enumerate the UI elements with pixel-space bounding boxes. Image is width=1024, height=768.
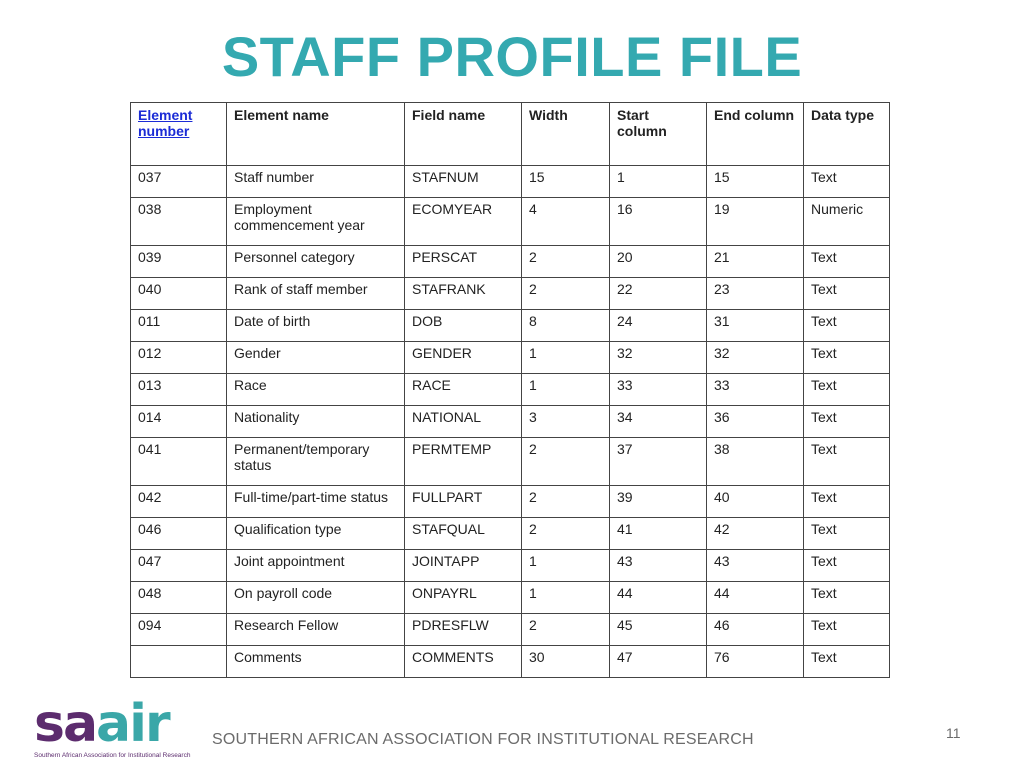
cell-field-name: STAFNUM: [405, 166, 522, 198]
cell-width: 1: [522, 582, 610, 614]
footer-organization-name: SOUTHERN AFRICAN ASSOCIATION FOR INSTITUTIONAL RESEARCH: [212, 731, 754, 748]
slide-title: STAFF PROFILE FILE: [221, 25, 803, 88]
table-row: [131, 166, 890, 198]
cell-element-name: Gender: [227, 342, 405, 374]
staff-profile-table: [130, 102, 890, 678]
cell-element-number: 047: [131, 550, 227, 582]
cell-start-column: 20: [610, 246, 707, 278]
cell-field-name: GENDER: [405, 342, 522, 374]
cell-end-column: 36: [707, 406, 804, 438]
cell-data-type: Text: [804, 278, 890, 310]
cell-element-name: Research Fellow: [227, 614, 405, 646]
cell-element-name: Nationality: [227, 406, 405, 438]
cell-start-column: 16: [610, 198, 707, 246]
header-start-column: Start column: [610, 103, 707, 166]
cell-element-name: Date of birth: [227, 310, 405, 342]
cell-element-name: Rank of staff member: [227, 278, 405, 310]
cell-field-name: PDRESFLW: [405, 614, 522, 646]
cell-start-column: 37: [610, 438, 707, 486]
cell-field-name: FULLPART: [405, 486, 522, 518]
cell-element-name: Comments: [227, 646, 405, 678]
cell-width: 2: [522, 438, 610, 486]
cell-end-column: 46: [707, 614, 804, 646]
cell-end-column: 33: [707, 374, 804, 406]
cell-end-column: 19: [707, 198, 804, 246]
table-row: [131, 198, 890, 246]
cell-width: 2: [522, 486, 610, 518]
cell-data-type: Text: [804, 438, 890, 486]
cell-width: 1: [522, 342, 610, 374]
page-number: 11: [946, 725, 961, 741]
table-row: [131, 374, 890, 406]
cell-element-number: [131, 646, 227, 678]
logo-wordmark: [34, 696, 169, 752]
cell-element-number: 094: [131, 614, 227, 646]
cell-width: 8: [522, 310, 610, 342]
table-row: [131, 614, 890, 646]
cell-element-number: 013: [131, 374, 227, 406]
cell-field-name: COMMENTS: [405, 646, 522, 678]
table-row: [131, 342, 890, 374]
header-element-number-link[interactable]: Element number: [131, 103, 227, 166]
cell-start-column: 22: [610, 278, 707, 310]
cell-element-number: 040: [131, 278, 227, 310]
cell-width: 2: [522, 518, 610, 550]
cell-data-type: Text: [804, 342, 890, 374]
table-row: [131, 646, 890, 678]
cell-element-number: 012: [131, 342, 227, 374]
table-header-row: [131, 103, 890, 166]
logo-tagline: Southern African Association for Institutional Research: [34, 752, 191, 759]
cell-width: 2: [522, 246, 610, 278]
cell-width: 1: [522, 374, 610, 406]
cell-element-number: 041: [131, 438, 227, 486]
logo-text-air: air: [96, 694, 169, 754]
cell-data-type: Text: [804, 486, 890, 518]
cell-width: 4: [522, 198, 610, 246]
table-row: [131, 582, 890, 614]
cell-start-column: 39: [610, 486, 707, 518]
cell-end-column: 42: [707, 518, 804, 550]
cell-element-number: 014: [131, 406, 227, 438]
header-field-name: Field name: [405, 103, 522, 166]
cell-field-name: JOINTAPP: [405, 550, 522, 582]
header-data-type: Data type: [804, 103, 890, 166]
logo-text-sa: sa: [34, 694, 97, 754]
cell-start-column: 45: [610, 614, 707, 646]
cell-start-column: 24: [610, 310, 707, 342]
cell-field-name: RACE: [405, 374, 522, 406]
cell-data-type: Text: [804, 246, 890, 278]
cell-data-type: Text: [804, 374, 890, 406]
cell-element-name: Race: [227, 374, 405, 406]
cell-field-name: NATIONAL: [405, 406, 522, 438]
cell-element-number: 042: [131, 486, 227, 518]
cell-start-column: 44: [610, 582, 707, 614]
cell-width: 1: [522, 550, 610, 582]
table-row: [131, 518, 890, 550]
cell-data-type: Text: [804, 406, 890, 438]
cell-data-type: Text: [804, 614, 890, 646]
header-width: Width: [522, 103, 610, 166]
cell-data-type: Text: [804, 582, 890, 614]
saair-logo: [34, 694, 194, 762]
cell-element-number: 038: [131, 198, 227, 246]
table-row: [131, 278, 890, 310]
cell-start-column: 34: [610, 406, 707, 438]
cell-end-column: 44: [707, 582, 804, 614]
cell-field-name: DOB: [405, 310, 522, 342]
cell-start-column: 43: [610, 550, 707, 582]
cell-element-name: Personnel category: [227, 246, 405, 278]
cell-end-column: 31: [707, 310, 804, 342]
table-row: [131, 310, 890, 342]
cell-element-number: 048: [131, 582, 227, 614]
cell-element-name: Staff number: [227, 166, 405, 198]
cell-start-column: 41: [610, 518, 707, 550]
cell-width: 15: [522, 166, 610, 198]
cell-start-column: 33: [610, 374, 707, 406]
cell-element-number: 046: [131, 518, 227, 550]
table-row: [131, 486, 890, 518]
cell-end-column: 40: [707, 486, 804, 518]
cell-element-name: Employment commencement year: [227, 198, 405, 246]
cell-element-number: 037: [131, 166, 227, 198]
cell-data-type: Text: [804, 166, 890, 198]
cell-element-number: 039: [131, 246, 227, 278]
cell-data-type: Numeric: [804, 198, 890, 246]
cell-data-type: Text: [804, 646, 890, 678]
cell-width: 2: [522, 614, 610, 646]
cell-element-name: Qualification type: [227, 518, 405, 550]
cell-element-name: Joint appointment: [227, 550, 405, 582]
cell-start-column: 1: [610, 166, 707, 198]
cell-field-name: ONPAYRL: [405, 582, 522, 614]
cell-end-column: 21: [707, 246, 804, 278]
cell-width: 3: [522, 406, 610, 438]
cell-field-name: STAFRANK: [405, 278, 522, 310]
staff-profile-table-container: [130, 102, 890, 678]
header-element-name: Element name: [227, 103, 405, 166]
cell-start-column: 32: [610, 342, 707, 374]
cell-data-type: Text: [804, 518, 890, 550]
cell-element-name: Permanent/temporary status: [227, 438, 405, 486]
table-row: [131, 406, 890, 438]
cell-end-column: 32: [707, 342, 804, 374]
cell-field-name: ECOMYEAR: [405, 198, 522, 246]
cell-element-name: On payroll code: [227, 582, 405, 614]
table-row: [131, 246, 890, 278]
cell-end-column: 76: [707, 646, 804, 678]
cell-end-column: 38: [707, 438, 804, 486]
cell-width: 30: [522, 646, 610, 678]
cell-data-type: Text: [804, 550, 890, 582]
cell-end-column: 23: [707, 278, 804, 310]
cell-field-name: PERMTEMP: [405, 438, 522, 486]
cell-element-name: Full-time/part-time status: [227, 486, 405, 518]
table-row: [131, 438, 890, 486]
cell-end-column: 15: [707, 166, 804, 198]
cell-data-type: Text: [804, 310, 890, 342]
table-row: [131, 550, 890, 582]
cell-width: 2: [522, 278, 610, 310]
cell-field-name: STAFQUAL: [405, 518, 522, 550]
cell-start-column: 47: [610, 646, 707, 678]
cell-field-name: PERSCAT: [405, 246, 522, 278]
cell-end-column: 43: [707, 550, 804, 582]
cell-element-number: 011: [131, 310, 227, 342]
header-end-column: End column: [707, 103, 804, 166]
